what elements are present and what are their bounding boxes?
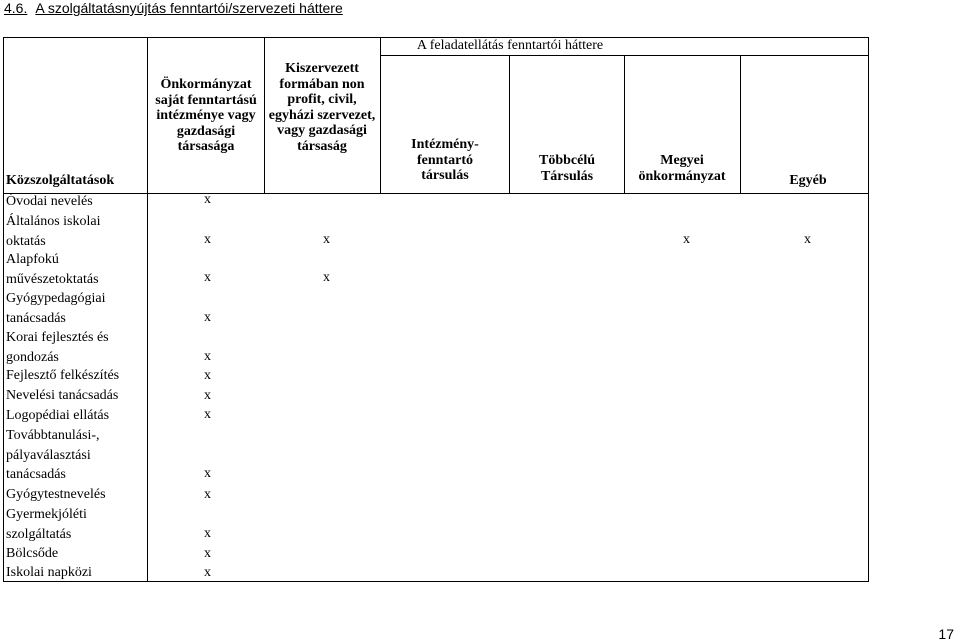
header-bottom-rule [3,193,869,194]
column-header: Önkormányzat saját fenntartású intézménye vagy gazdasági társasága [155,77,257,155]
cell-mark: x [204,466,211,481]
column-rule [147,37,148,582]
section-title: A szolgáltatásnyújtás fenntartói/szervezeti háttere [35,0,343,16]
row-label: Iskolai napközi [6,565,92,580]
super-header: A feladatellátás fenntartói háttere [416,38,604,53]
cell-mark: x [204,487,211,502]
cell-mark: x [804,232,811,247]
cell-mark: x [323,270,330,285]
cell-mark: x [204,407,211,422]
row-label: Logopédiai ellátás [6,408,110,423]
row-label: Gyógytestnevelés [6,487,106,502]
row-label: Általános iskolai oktatás [6,214,101,249]
super-header-rule [380,55,869,56]
row-label: Bölcsőde [6,546,59,561]
cell-mark: x [204,232,211,247]
cell-mark: x [204,546,211,561]
column-header: Többcélú Társulás [538,153,595,184]
cell-mark: x [323,232,330,247]
row-label: Nevelési tanácsadás [6,388,119,403]
section-heading [4,0,351,16]
row-label: Óvodai nevelés [6,194,93,209]
column-rule [264,37,265,193]
column-header: Intézmény-fenntartó társulás [411,137,479,184]
cell-mark: x [204,310,211,325]
section-number: 4.6. [4,0,28,16]
cell-mark: x [204,192,211,207]
row-label: Továbbtanulási-, pályaválasztási tanácsadás [6,428,100,483]
row-label: Gyermekjóléti szolgáltatás [6,507,87,542]
cell-mark: x [204,526,211,541]
cell-mark: x [204,565,211,580]
cell-mark: x [204,270,211,285]
column-header: Megyei önkormányzat [638,153,726,184]
row-label: Gyógypedagógiai tanácsadás [6,291,106,326]
row-label: Alapfokú művészetoktatás [6,252,99,287]
stub-header: Közszolgáltatások [6,173,115,188]
cell-mark: x [204,368,211,383]
cell-mark: x [204,349,211,364]
cell-mark: x [204,388,211,403]
column-header: Egyéb [789,173,827,188]
column-header: Kiszervezett formában non profit, civil, egyházi szervezet, vagy gazdasági társaság [268,61,376,154]
row-label: Korai fejlesztés és gondozás [6,330,109,365]
page-number: 17 [938,626,954,642]
row-label: Fejlesztő felkészítés [6,368,120,383]
column-rule [509,55,510,193]
column-rule [624,55,625,193]
cell-mark: x [683,232,690,247]
column-rule [740,55,741,193]
column-rule [380,37,381,193]
